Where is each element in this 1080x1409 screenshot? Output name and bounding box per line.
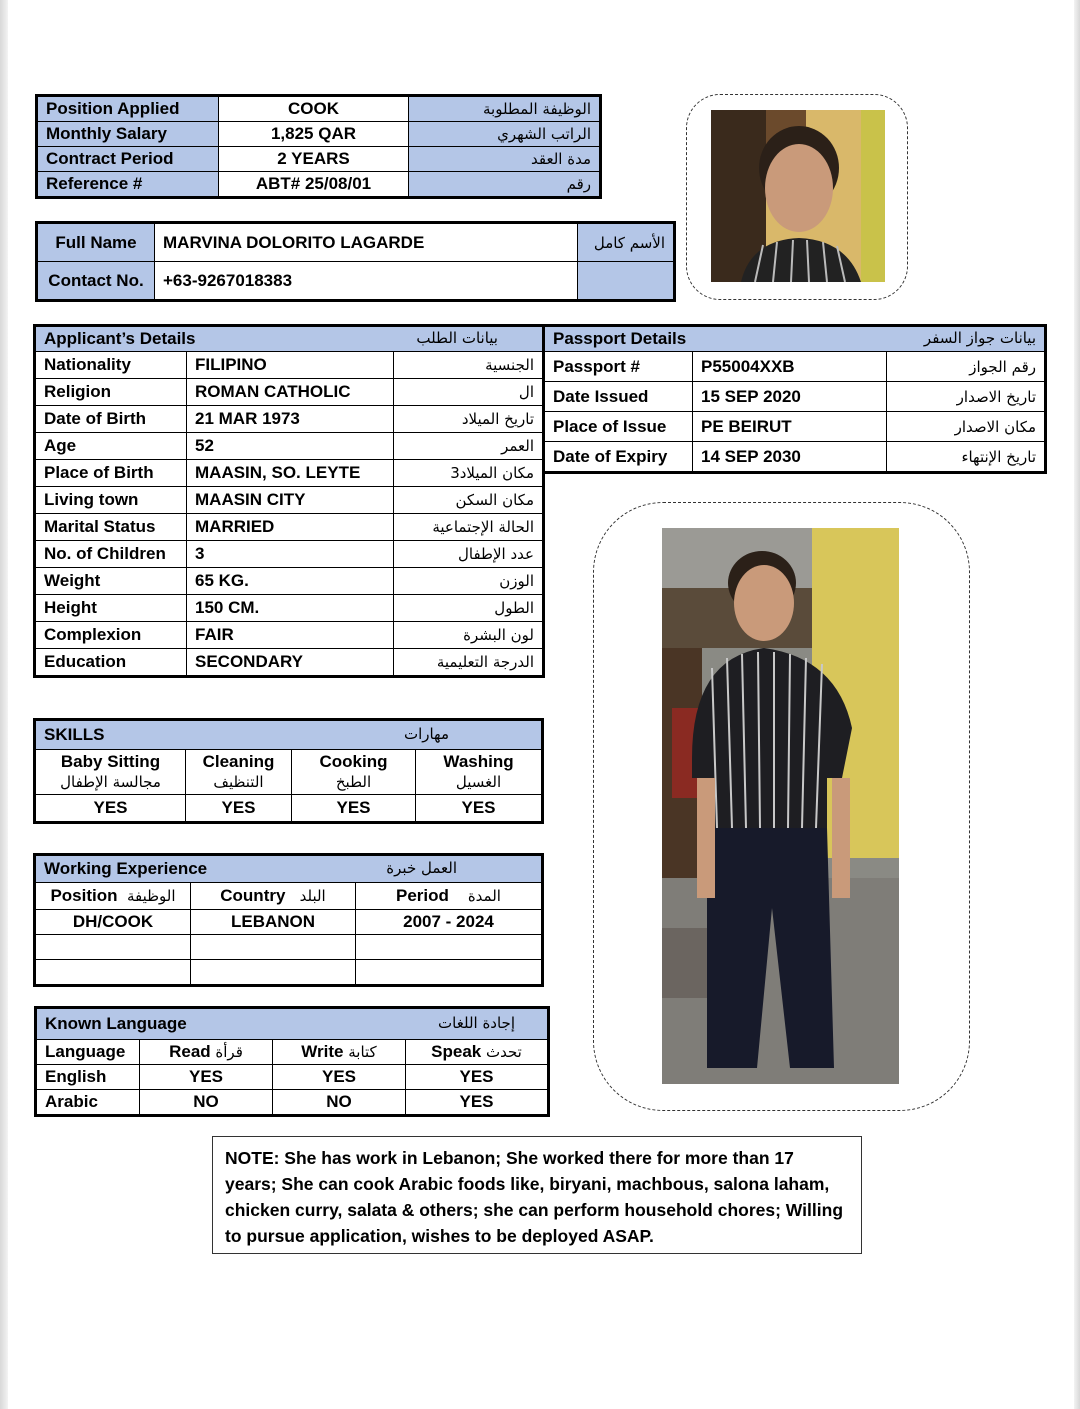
table-row — [38, 147, 600, 172]
passport-ar: رقم الجواز — [887, 352, 1045, 382]
work-cell — [191, 935, 356, 960]
table-row — [37, 1065, 548, 1090]
passport-ar: تاريخ الإنتهاء — [887, 442, 1045, 472]
passport-details-title-ar: بيانات جواز السفر — [923, 329, 1037, 347]
applicant-label: Complexion — [36, 622, 187, 649]
known-language-title: Known Language — [45, 1014, 187, 1033]
skill-value: YES — [36, 795, 186, 822]
applicant-ar: الجنسية — [394, 352, 543, 379]
applicant-value: MAASIN CITY — [187, 487, 394, 514]
work-cell: LEBANON — [191, 910, 356, 935]
name-table — [37, 223, 674, 300]
table-row — [36, 595, 543, 622]
skill-baby-sitting — [36, 750, 186, 795]
skill-en: Cleaning — [202, 752, 275, 771]
contact-label: Contact No. — [38, 262, 155, 300]
applicant-value: 150 CM. — [187, 595, 394, 622]
work-cell — [36, 960, 191, 985]
header-en: Position — [50, 886, 118, 905]
applicant-ar: الطول — [394, 595, 543, 622]
applicant-ar: تاريخ الميلاد — [394, 406, 543, 433]
passport-value: 14 SEP 2030 — [693, 442, 887, 472]
lang-header-read — [140, 1040, 273, 1065]
table-row — [38, 172, 600, 197]
passport-value: 15 SEP 2020 — [693, 382, 887, 412]
page-edge-left — [0, 0, 8, 1409]
known-language-title-ar: إجادة اللغات — [438, 1014, 515, 1032]
applicant-ar: عدد الإطفال — [394, 541, 543, 568]
header-en: Read — [169, 1042, 211, 1061]
passport-ar: مكان الاصدار — [887, 412, 1045, 442]
header-en: Period — [396, 886, 449, 905]
reference-value: ABT# 25/08/01 — [219, 172, 409, 197]
applicant-label: Height — [36, 595, 187, 622]
work-cell: 2007 - 2024 — [356, 910, 542, 935]
table-row — [36, 795, 542, 822]
page-edge-right — [1074, 0, 1080, 1409]
skill-en: Cooking — [319, 752, 388, 771]
header-ar: الوظيفة — [126, 887, 176, 905]
table-header-row — [36, 856, 542, 883]
table-row — [36, 514, 543, 541]
work-cell — [356, 960, 542, 985]
table-row — [36, 910, 542, 935]
passport-details-table — [544, 326, 1045, 472]
table-row — [36, 622, 543, 649]
contract-period-label: Contract Period — [38, 147, 219, 172]
header-ar: المدة — [467, 887, 501, 905]
work-experience-table — [35, 855, 542, 985]
applicant-label: Religion — [36, 379, 187, 406]
passport-label: Passport # — [545, 352, 693, 382]
table-row — [38, 97, 600, 122]
passport-value: P55004XXB — [693, 352, 887, 382]
applicant-value: MARRIED — [187, 514, 394, 541]
applicant-label: Weight — [36, 568, 187, 595]
applicant-value: SECONDARY — [187, 649, 394, 676]
passport-label: Date of Expiry — [545, 442, 693, 472]
applicant-value: 65 KG. — [187, 568, 394, 595]
skill-washing — [416, 750, 542, 795]
table-row — [36, 433, 543, 460]
monthly-salary-ar: الراتب الشهري — [409, 122, 600, 147]
applicant-ar: الدرجة التعليمية — [394, 649, 543, 676]
table-row — [545, 442, 1045, 472]
language-cell: YES — [273, 1065, 406, 1090]
table-row — [38, 224, 674, 262]
note-box: NOTE: She has work in Lebanon; She worked there for more than 17 years; She can cook Arabic foods like, biryani, machbous, salona laham, chicken curry, salata & others; she can perform household chores; Willing to pursue application, wishes to be deployed ASAP. — [212, 1136, 862, 1254]
full-name-value: MARVINA DOLORITO LAGARDE — [155, 224, 578, 262]
work-cell — [356, 935, 542, 960]
applicant-details-table — [35, 326, 543, 676]
lang-header-speak — [406, 1040, 548, 1065]
header-ar: تحدث — [485, 1043, 522, 1061]
table-row — [36, 460, 543, 487]
work-experience-title: Working Experience — [44, 859, 208, 878]
applicant-ar: العمر — [394, 433, 543, 460]
skills-title-ar: مهارات — [403, 725, 450, 743]
contract-period-value: 2 YEARS — [219, 147, 409, 172]
applicant-label: Age — [36, 433, 187, 460]
table-row — [36, 960, 542, 985]
table-row — [38, 122, 600, 147]
skill-ar: التنظيف — [213, 773, 264, 791]
table-row — [36, 352, 543, 379]
table-row — [36, 541, 543, 568]
monthly-salary-value: 1,825 QAR — [219, 122, 409, 147]
table-row — [37, 1090, 548, 1115]
reference-ar: رقم — [409, 172, 600, 197]
language-header-row — [37, 1040, 548, 1065]
known-language-table — [36, 1008, 548, 1115]
applicant-value: 21 MAR 1973 — [187, 406, 394, 433]
passport-label: Place of Issue — [545, 412, 693, 442]
language-cell: NO — [273, 1090, 406, 1115]
table-row — [38, 262, 674, 300]
full-name-ar: الأسم كامل — [578, 224, 674, 262]
contact-value: +63-9267018383 — [155, 262, 578, 300]
table-row — [36, 406, 543, 433]
work-cell — [36, 935, 191, 960]
work-experience-title-ar: العمل خبرة — [386, 859, 457, 877]
language-cell: Arabic — [37, 1090, 140, 1115]
skill-en: Washing — [443, 752, 514, 771]
work-header-country — [191, 883, 356, 910]
portrait-photo — [711, 110, 885, 282]
language-cell: YES — [140, 1065, 273, 1090]
table-row — [36, 568, 543, 595]
skill-value: YES — [186, 795, 292, 822]
work-header-period — [356, 883, 542, 910]
contact-ar-empty — [578, 262, 674, 300]
applicant-ar: مكان الميلاد3 — [394, 460, 543, 487]
table-row — [36, 379, 543, 406]
contract-period-ar: مدة العقد — [409, 147, 600, 172]
skills-header-row — [36, 750, 542, 795]
header-ar: كتابة — [348, 1043, 377, 1061]
skill-value: YES — [292, 795, 416, 822]
position-applied-value: COOK — [219, 97, 409, 122]
lang-header-language — [37, 1040, 140, 1065]
full-body-photo — [662, 528, 899, 1084]
applicant-ar: لون البشرة — [394, 622, 543, 649]
table-row — [36, 935, 542, 960]
header-en: Speak — [431, 1042, 482, 1061]
applicant-label: Place of Birth — [36, 460, 187, 487]
table-row — [545, 382, 1045, 412]
skill-ar: الطبخ — [335, 773, 372, 791]
applicant-label: Marital Status — [36, 514, 187, 541]
header-en: Write — [301, 1042, 344, 1061]
work-header-row — [36, 883, 542, 910]
skills-table — [35, 720, 542, 822]
applicant-label: Living town — [36, 487, 187, 514]
passport-ar: تاريخ الاصدار — [887, 382, 1045, 412]
applicant-details-title: Applicant’s Details — [44, 329, 196, 348]
header-ar: البلد — [299, 887, 326, 905]
work-cell — [191, 960, 356, 985]
applicant-ar: ال — [394, 379, 543, 406]
language-cell: YES — [406, 1090, 548, 1115]
applicant-value: ROMAN CATHOLIC — [187, 379, 394, 406]
applicant-label: No. of Children — [36, 541, 187, 568]
skill-en: Baby Sitting — [60, 752, 161, 771]
applicant-label: Date of Birth — [36, 406, 187, 433]
skill-ar: مجالسة الإطفال — [60, 773, 161, 791]
language-cell: YES — [406, 1065, 548, 1090]
table-row — [545, 352, 1045, 382]
language-cell: English — [37, 1065, 140, 1090]
language-cell: NO — [140, 1090, 273, 1115]
position-applied-ar: الوظيفة المطلوبة — [409, 97, 600, 122]
passport-label: Date Issued — [545, 382, 693, 412]
reference-label: Reference # — [38, 172, 219, 197]
table-header-row — [37, 1009, 548, 1040]
skill-cleaning — [186, 750, 292, 795]
header-ar: قرأة — [215, 1043, 243, 1061]
applicant-ar: الوزن — [394, 568, 543, 595]
header-en: Country — [220, 886, 286, 905]
skill-cooking — [292, 750, 416, 795]
table-row — [545, 412, 1045, 442]
position-table — [37, 96, 600, 197]
table-row — [36, 649, 543, 676]
position-applied-label: Position Applied — [38, 97, 219, 122]
applicant-details-title-ar: بيانات الطلب — [416, 329, 498, 347]
work-header-position — [36, 883, 191, 910]
passport-details-title: Passport Details — [553, 329, 687, 348]
applicant-ar: مكان السكن — [394, 487, 543, 514]
monthly-salary-label: Monthly Salary — [38, 122, 219, 147]
applicant-value: MAASIN, SO. LEYTE — [187, 460, 394, 487]
table-row — [36, 487, 543, 514]
table-header-row — [36, 327, 543, 352]
applicant-label: Education — [36, 649, 187, 676]
header-en: Language — [45, 1042, 126, 1061]
applicant-value: 52 — [187, 433, 394, 460]
table-header-row — [545, 327, 1045, 352]
passport-value: PE BEIRUT — [693, 412, 887, 442]
skill-value: YES — [416, 795, 542, 822]
applicant-label: Nationality — [36, 352, 187, 379]
full-name-label: Full Name — [38, 224, 155, 262]
skills-title: SKILLS — [44, 725, 105, 744]
table-header-row — [36, 721, 542, 750]
applicant-value: FAIR — [187, 622, 394, 649]
applicant-value: FILIPINO — [187, 352, 394, 379]
applicant-ar: الحالة الإجتماعية — [394, 514, 543, 541]
lang-header-write — [273, 1040, 406, 1065]
skill-ar: الغسيل — [455, 773, 502, 791]
work-cell: DH/COOK — [36, 910, 191, 935]
applicant-value: 3 — [187, 541, 394, 568]
